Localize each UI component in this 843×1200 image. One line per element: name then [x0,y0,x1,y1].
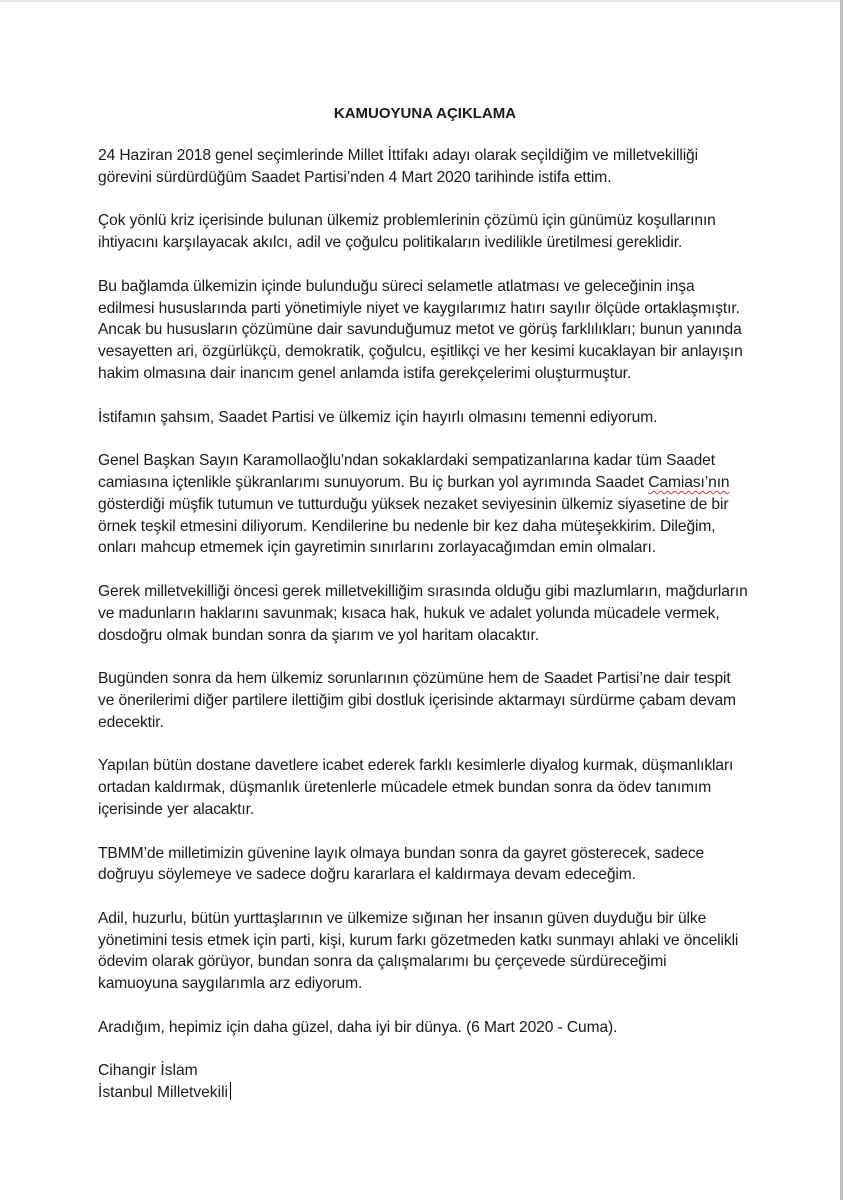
paragraph-parliament: TBMM’de milletimizin güvenine layık olmaya bundan sonra da gayret gösterecek, sadece doğruyu söylemeye ve sadece doğru kararlara el kaldırmaya devam edeceğim. [98,844,705,884]
spellcheck-flagged-word[interactable]: Camiası’nın [648,473,730,491]
signature-role-line [98,1082,748,1104]
signature-role: İstanbul Milletvekili [98,1084,228,1102]
paragraph-crisis: Çok yönlü kriz içerisinde bulunan ülkemiz problemlerinin çözümü için günümüz koşullarının ihtiyacını karşılayacak akılcı, adil ve çoğulcu politikaların ivedilikle üretilmesi gereklidir. [98,212,716,252]
paragraph-thanks-after: gösterdiği müşfik tutumun ve tutturduğu yüksek nezaket seviyesinin ülkemiz siyasetine de bir örnek teşkil etmesini diliyorum. Kendilerine bu nedenle bir kez daha müteşekkirim. Dileğim, onları mahcup etmemek için gayretimin sınırlarını zorlayacağımdan emin olmaları. [98,495,729,557]
paragraph-dialogue: Yapılan bütün dostane davetlere icabet ederek farklı kesimlerle diyalog kurmak, düşmanlıkları ortadan kaldırmak, düşmanlık üretenlerle mücadele etmek bundan sonra da ödev tanımım içerisinde yer alacaktır. [98,757,734,818]
paragraph-proposals: Bugünden sonra da hem ülkemiz sorunlarının çözümüne hem de Saadet Partisi’ne dair tespit ve önerilerimi diğer partilere ilettiğim gibi dostluk içerisinde aktarmayı sürdürme çabam devam edecektir. [98,670,736,731]
paragraph-governance: Adil, huzurlu, bütün yurttaşlarının ve ülkemize sığınan her insanın güven duyduğu bir ülke yönetimini tesis etmek için parti, kişi, kurum farkı gözetmeden katkı sunmayı ahlaki ve öncelikli ödevim olarak görüyor, bundan sonra da çalışmalarımı bu çerçevede sürdüreceğimi kamuoyuna saygılarımla arz ediyorum. [98,909,739,993]
document-title: KAMUOYUNA AÇIKLAMA [333,105,517,122]
paragraph-justice: Gerek milletvekilliği öncesi gerek milletvekilliğim sırasında olduğu gibi mazlumların, mağdurların ve madunların haklarını savunmak; kısaca hak, hukuk ve adalet yolunda mücadele vermek, dosdoğru olmak bundan sonra da şiarım ve yol haritam olacaktır. [98,582,748,644]
paragraph-closing: Aradığım, hepimiz için daha güzel, daha iyi bir dünya. (6 Mart 2020 - Cuma). [98,1018,618,1036]
paragraph-thanks-before: Genel Başkan Sayın Karamollaoğlu'ndan sokaklardaki sempatizanlarına kadar tüm Saadet camiasına içtenlikle şükranlarımı sunuyorum. Bu iç burkan yol ayrımında Saadet [98,452,715,491]
signature-name: Cihangir İslam [98,1062,198,1080]
paragraph-thanks [98,450,748,559]
document-body[interactable] [98,104,748,1104]
text-cursor [230,1082,231,1100]
paragraph-wishes: İstifamın şahsım, Saadet Partisi ve ülkemiz için hayırlı olmasını temenni ediyorum. [98,408,658,426]
paragraph-resignation: 24 Haziran 2018 genel seçimlerinde Millet İttifakı adayı olarak seçildiğim ve milletvekilliği görevini sürdürdüğüm Saadet Partisi’nden 4 Mart 2020 tarihinde istifa ettim. [98,147,698,186]
signature-block [98,1060,748,1104]
page-top-edge [0,0,843,2]
paragraph-reasons: Bu bağlamda ülkemizin içinde bulunduğu süreci selametle atlatması ve geleceğinin inşa edilmesi hususlarında parti yönetimiyle niyet ve kaygılarımız hatırı sayılır ölçüde ortaklaşmıştır. Ancak bu hususların çözümüne dair savunduğumuz metot ve görüş farklılıkları; bunun yanında vesayetten ari, özgürlükçü, demokratik, çoğulcu, eşitlikçi ve her kesimi kucaklayan bir anlayışın hakim olmasına dair inancım genel anlamda istifa gerekçelerimi oluşturmuştur. [98,277,743,382]
